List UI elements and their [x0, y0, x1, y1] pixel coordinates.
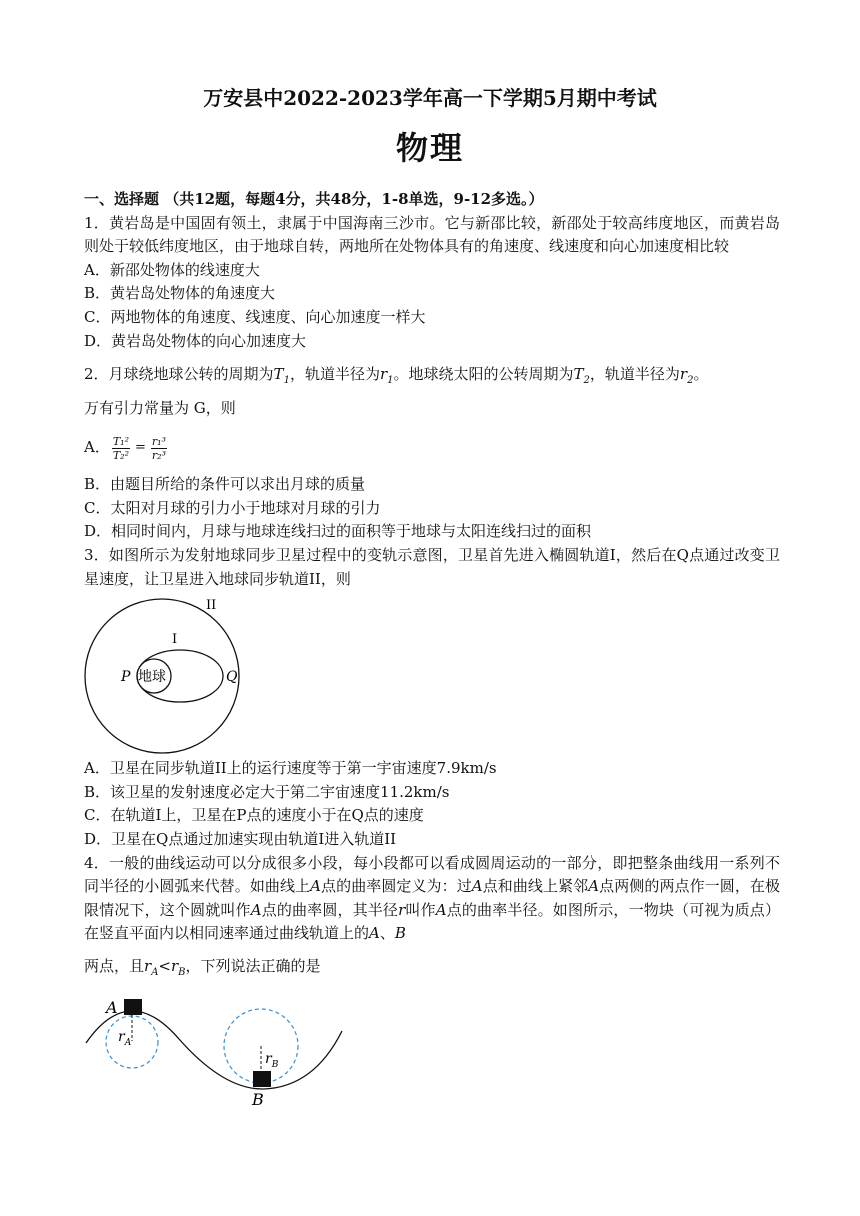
question-2-option-c: C．太阳对月球的引力小于地球对月球的引力	[84, 498, 381, 517]
fraction-r-cubed: $\frac{\text{r₁³}}{\text{r₂³}}$	[151, 434, 166, 462]
exam-title: 万安县中2022-2023学年高一下学期5月期中考试	[203, 86, 657, 110]
label-B: B	[252, 1089, 264, 1108]
question-4-stem-line2: 两点，且$r_A<r_B$，下列说法正确的是	[84, 956, 321, 978]
block-B	[253, 1071, 271, 1087]
question-1-option-d: D．黄岩岛处物体的向心加速度大	[84, 331, 307, 350]
radius-r2: $r_2$	[679, 365, 694, 387]
label-orbit-II: II	[206, 598, 217, 614]
question-1-option-a: A．新邵处物体的线速度大	[84, 260, 260, 279]
subject-title: 物理	[395, 129, 464, 167]
question-1-stem: 1．黄岩岛是中国固有领土，隶属于中国海南三沙市。它与新邵比较，新邵处于较高纬度地区，而黄岩岛则处于较低纬度地区，由于地球自转，两地所在处物体具有的角速度、线速度和向心加速度相比较	[84, 213, 780, 256]
label-Q: Q	[226, 669, 238, 686]
question-2-option-a: A． $\frac{\text{T₁²}}{\text{T₂²}}$ = $\frac{\text{r₁³}}{\text{r₂³}}$	[84, 434, 166, 462]
question-3-option-d: D．卫星在Q点通过加速实现由轨道Ⅰ进入轨道II	[84, 829, 397, 848]
label-orbit-I: I	[172, 632, 178, 648]
radius-rA: $r_A$	[144, 956, 159, 978]
label-rA: $r_A$	[118, 1028, 132, 1048]
question-2-option-d: D．相同时间内，月球与地球连线扫过的面积等于地球与太阳连线扫过的面积	[84, 522, 592, 541]
question-3-option-a: A．卫星在同步轨道II上的运行速度等于第一宇宙速度7.9km/s	[84, 759, 497, 778]
question-1-option-c: C．两地物体的角速度、线速度、向心加速度一样大	[84, 307, 426, 326]
question-3-stem: 3．如图所示为发射地球同步卫星过程中的变轨示意图，卫星首先进入椭圆轨道Ⅰ，然后在Q点通过改变卫星速度，让卫星进入地球同步轨道II，则	[84, 545, 780, 588]
question-2-option-b: B．由题目所给的条件可以求出月球的质量	[84, 475, 366, 494]
curve-track	[86, 1011, 342, 1089]
curvature-circle-A	[106, 1016, 158, 1068]
question-3-option-b: B．该卫星的发射速度必定大于第二宇宙速度11.2km/s	[84, 782, 450, 801]
radius-rB: $r_B$	[171, 956, 186, 978]
orbit-diagram	[84, 595, 284, 755]
exam-content	[84, 188, 780, 1108]
fraction-T-squared: $\frac{\text{T₁²}}{\text{T₂²}}$	[112, 434, 129, 462]
label-A: A	[106, 997, 118, 1017]
label-earth: 地球	[138, 669, 166, 686]
block-A	[124, 999, 142, 1015]
section-heading: 一、选择题 （共12题，每题4分，共48分，1-8单选，9-12多选。）	[84, 190, 544, 208]
label-P: P	[121, 669, 131, 686]
question-2-stem-line2: 万有引力常量为 G，则	[84, 399, 236, 418]
radius-r1: $r_1$	[379, 365, 394, 387]
question-3-option-c: C．在轨道Ⅰ上，卫星在P点的速度小于在Q点的速度	[84, 806, 424, 825]
period-T2: $T_2$	[573, 365, 590, 387]
label-rB: $r_B$	[265, 1050, 279, 1070]
curvature-diagram	[84, 993, 354, 1108]
question-1-option-b: B．黄岩岛处物体的角速度大	[84, 284, 276, 303]
question-2-stem: 2．月球绕地球公转的周期为$T_1$，轨道半径为$r_1$。地球绕太阳的公转周期为$T_2$，轨道半径为$r_2$。	[84, 365, 709, 387]
period-T1: $T_1$	[273, 365, 290, 387]
question-4-stem: 4．一般的曲线运动可以分成很多小段，每小段都可以看成圆周运动的一部分，即把整条曲线用一系列不同半径的小圆弧来代替。如曲线上A点的曲率圆定义为：过A点和曲线上紧邻A点两侧的两点作一圆，在极限情况下，这个圆就叫作A点的曲率圆，其半径r叫作A点的曲率半径。如图所示，一物块（可视为质点）在竖直平面内以相同速率通过曲线轨道上的A、B	[84, 853, 780, 943]
